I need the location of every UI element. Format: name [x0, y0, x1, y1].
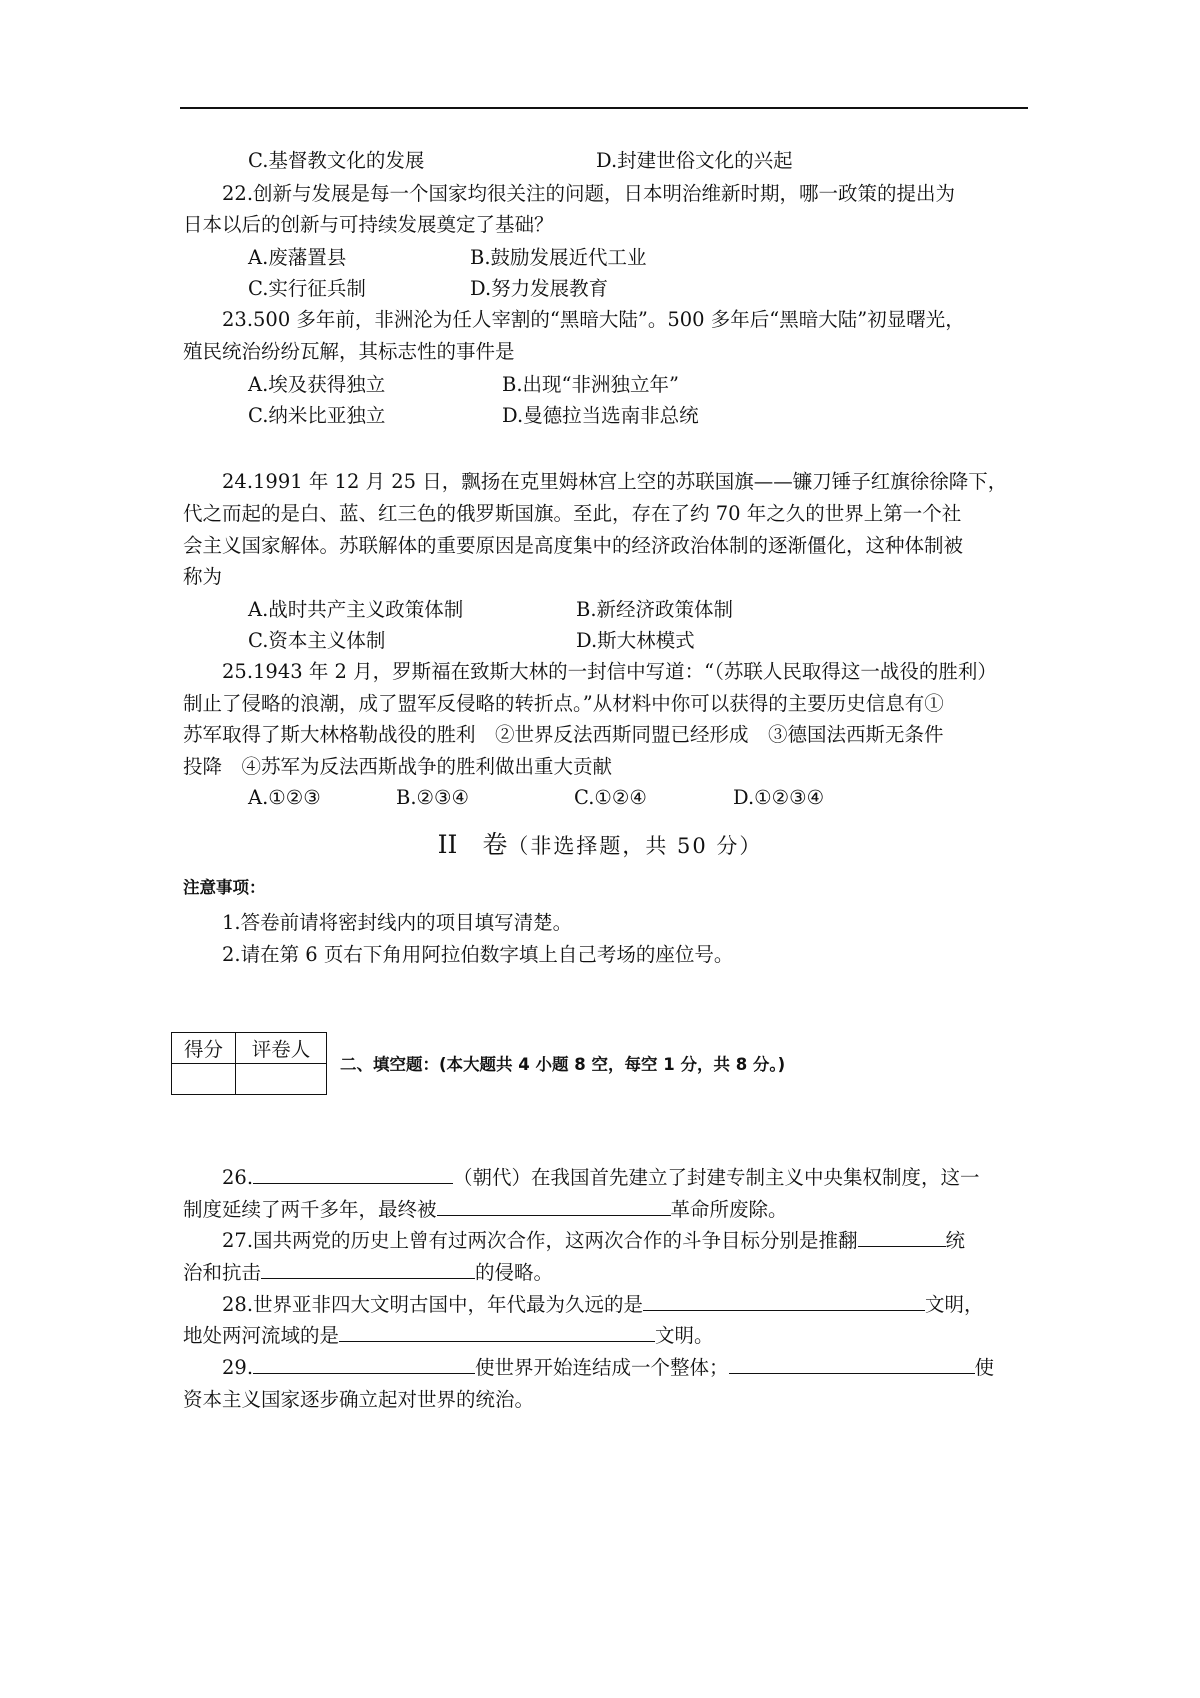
q28-line2: [183, 1321, 714, 1351]
notice-item-1: 1.答卷前请将密封线内的项目填写清楚。: [222, 911, 573, 934]
notice-label: 注意事项：: [183, 878, 266, 897]
q23-option-c: C.纳米比亚独立: [248, 404, 386, 427]
q29-blank-2[interactable]: [729, 1353, 975, 1374]
q25-option-a: A.①②③: [248, 786, 321, 809]
q24-option-d: D.斯大林模式: [576, 629, 695, 652]
q24-stem-line4: 称为: [183, 565, 223, 588]
q25-option-d: D.①②③④: [733, 786, 825, 809]
q25-stem-line1: 25.1943 年 2 月，罗斯福在致斯大林的一封信中写道：“（苏联人民取得这一战役的胜利）: [222, 660, 997, 683]
q24-stem-line3: 会主义国家解体。苏联解体的重要原因是高度集中的经济政治体制的逐渐僵化，这种体制被: [183, 534, 964, 557]
q22-option-a: A.废藩置县: [248, 246, 347, 269]
q21-option-c: C.基督教文化的发展: [248, 149, 425, 172]
q23-stem-line1: 23.500 多年前，非洲沦为任人宰割的“黑暗大陆”。500 多年后“黑暗大陆”初显曙光，: [222, 308, 965, 331]
q27-blank-1[interactable]: [858, 1226, 946, 1247]
q22-option-b: B.鼓励发展近代工业: [470, 246, 647, 269]
q25-stem-line4: 投降 ④苏军为反法西斯战争的胜利做出重大贡献: [183, 755, 613, 778]
q27-line2: [183, 1258, 553, 1288]
grader-cell[interactable]: [236, 1064, 327, 1095]
q28-blank-1[interactable]: [643, 1290, 925, 1311]
q27-text3: 治和抗击: [183, 1261, 262, 1284]
q26-text2: 制度延续了两千多年，最终被: [183, 1198, 437, 1221]
q29-text2: 使: [974, 1356, 995, 1379]
q24-stem-line2: 代之而起的是白、蓝、红三色的俄罗斯国旗。至此，存在了约 70 年之久的世界上第一个社: [183, 502, 962, 525]
q27-text4: 的侵略。: [475, 1261, 554, 1284]
q23-option-a: A.埃及获得独立: [248, 373, 386, 396]
fill-section-heading: 二、填空题：(本大题共 4 小题 8 空，每空 1 分，共 8 分。): [340, 1055, 786, 1074]
q24-option-b: B.新经济政策体制: [576, 598, 734, 621]
q26-blank-1[interactable]: [253, 1163, 453, 1184]
q29-blank-1[interactable]: [253, 1353, 475, 1374]
q25-option-c: C.①②④: [574, 786, 647, 809]
notice-item-2: 2.请在第 6 页右下角用阿拉伯数字填上自己考场的座位号。: [222, 943, 734, 966]
q24-option-c: C.资本主义体制: [248, 629, 386, 652]
score-cell[interactable]: [172, 1064, 236, 1095]
q22-option-d: D.努力发展教育: [470, 277, 609, 300]
score-table: [171, 1032, 327, 1095]
q23-option-d: D.曼德拉当选南非总统: [502, 404, 699, 427]
score-header: 得分: [172, 1033, 236, 1064]
header-rule: [180, 107, 1028, 109]
q21-option-d: D.封建世俗文化的兴起: [596, 149, 793, 172]
q24-option-a: A.战时共产主义政策体制: [248, 598, 464, 621]
section-2-title: [0, 828, 1200, 863]
q29-text1: 使世界开始连结成一个整体；: [475, 1356, 729, 1379]
q29-number: 29.: [222, 1356, 254, 1379]
q28-text2: 文明，: [925, 1293, 984, 1316]
q27-blank-2[interactable]: [261, 1258, 475, 1279]
q26-number: 26.: [222, 1166, 254, 1189]
q28-text3: 地处两河流域的是: [183, 1324, 340, 1347]
q26-line2: [183, 1195, 788, 1225]
q25-option-b: B.②③④: [396, 786, 469, 809]
q29-line2: 资本主义国家逐步确立起对世界的统治。: [183, 1388, 535, 1411]
q28-text4: 文明。: [655, 1324, 714, 1347]
q22-option-c: C.实行征兵制: [248, 277, 366, 300]
grader-header: 评卷人: [236, 1033, 327, 1064]
section-2-title-main: II 卷: [437, 830, 508, 859]
q26-text1: （朝代）在我国首先建立了封建专制主义中央集权制度，这一: [453, 1166, 980, 1189]
q22-stem-line2: 日本以后的创新与可持续发展奠定了基础？: [183, 213, 554, 236]
q28-blank-2[interactable]: [339, 1321, 655, 1342]
q24-stem-line1: 24.1991 年 12 月 25 日，飘扬在克里姆林宫上空的苏联国旗——镰刀锤子红旗徐徐降下，: [222, 470, 1008, 493]
q22-stem-line1: 22.创新与发展是每一个国家均很关注的问题，日本明治维新时期，哪一政策的提出为: [222, 182, 956, 205]
q28-text1: 28.世界亚非四大文明古国中，年代最为久远的是: [222, 1293, 644, 1316]
q26-text3: 革命所废除。: [670, 1198, 788, 1221]
q27-line1: [222, 1226, 965, 1256]
q26-line1: [222, 1163, 980, 1193]
q25-stem-line2: 制止了侵略的浪潮，成了盟军反侵略的转折点。”从材料中你可以获得的主要历史信息有①: [183, 692, 944, 715]
q27-text2: 统: [945, 1229, 966, 1252]
q23-option-b: B.出现“非洲独立年”: [502, 373, 679, 396]
q26-blank-2[interactable]: [437, 1195, 671, 1216]
q23-stem-line2: 殖民统治纷纷瓦解，其标志性的事件是: [183, 340, 515, 363]
q27-text1: 27.国共两党的历史上曾有过两次合作，这两次合作的斗争目标分别是推翻: [222, 1229, 858, 1252]
q29-line1: [222, 1353, 994, 1383]
q25-stem-line3: 苏军取得了斯大林格勒战役的胜利 ②世界反法西斯同盟已经形成 ③德国法西斯无条件: [183, 723, 944, 746]
section-2-subtitle: （非选择题，共 50 分）: [507, 834, 763, 858]
q28-line1: [222, 1290, 984, 1320]
